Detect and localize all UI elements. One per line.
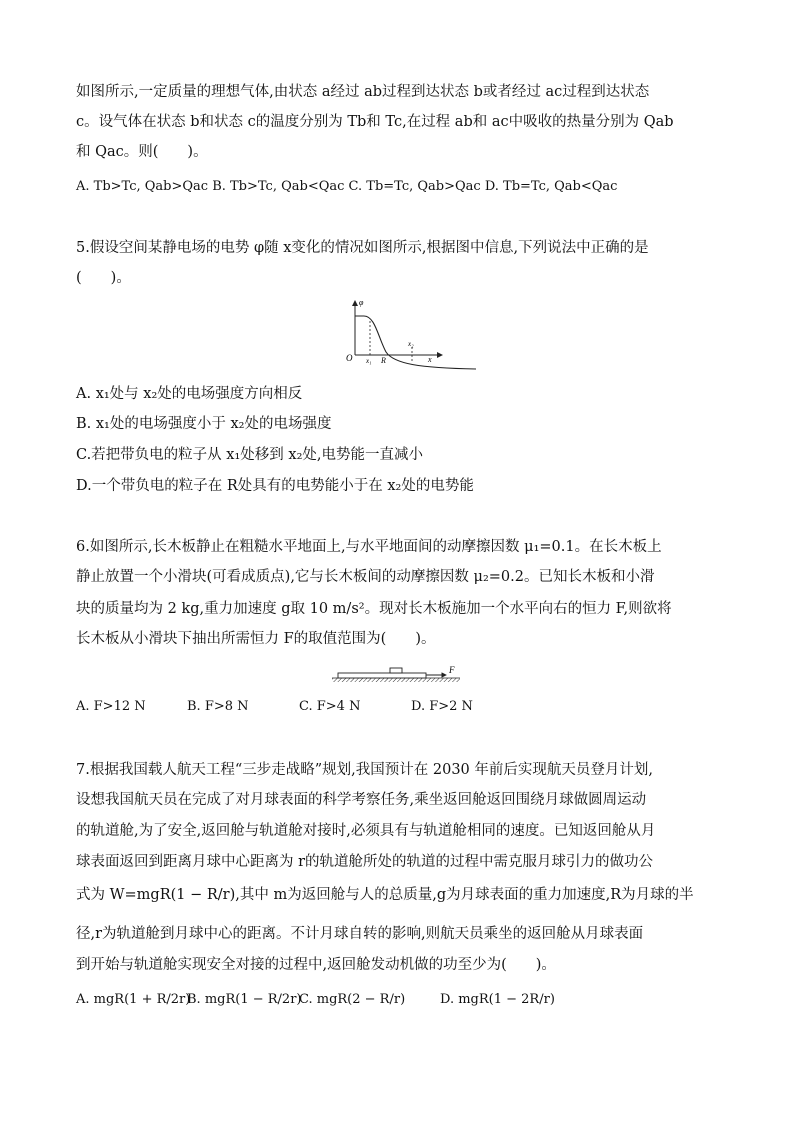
- q6-line-3: 块的质量均为 2 kg,重力加速度 g取 10 m/s²。现对长木板施加一个水平向右的恒力 F,则欲将: [76, 601, 672, 617]
- q5-option-d: D.一个带负电的粒子在 R处具有的电势能小于在 x₂处的电势能: [76, 478, 474, 494]
- q7-line-6: 径,r为轨道舱到月球中心的距离。不计月球自转的影响,则航天员乘坐的返回舱从月球表面: [76, 926, 644, 942]
- potential-graph: [342, 297, 482, 377]
- q7-option-a: A. mgR(1 + R/2r): [76, 992, 191, 1007]
- q5-option-b: B. x₁处的电场强度小于 x₂处的电场强度: [76, 416, 332, 432]
- q7-line-1: 7.根据我国载人航天工程“三步走战略”规划,我国预计在 2030 年前后实现航天员登月计划,: [76, 762, 653, 778]
- q5-option-c: C.若把带负电的粒子从 x₁处移到 x₂处,电势能一直减小: [76, 447, 423, 463]
- q7-option-c: C. mgR(2 − R/r): [299, 992, 406, 1007]
- ground: [332, 678, 460, 682]
- q7-line-5: 式为 W=mgR(1 − R/r),其中 m为返回舱与人的总质量,g为月球表面的重力加速度,R为月球的半: [76, 887, 694, 903]
- q4-line-2: c。设气体在状态 b和状态 c的温度分别为 Tb和 Tc,在过程 ab和 ac中吸收的热量分别为 Qab: [76, 114, 674, 130]
- force-label: F: [449, 665, 455, 675]
- origin-label: O: [346, 353, 353, 363]
- q5-line-1: 5.假设空间某静电场的电势 φ随 x变化的情况如图所示,根据图中信息,下列说法中正确的是: [76, 240, 649, 256]
- potential-curve: [355, 316, 476, 369]
- q7-option-b: B. mgR(1 − R/2r): [187, 992, 302, 1007]
- q6-line-1: 6.如图所示,长木板静止在粗糙水平地面上,与水平地面间的动摩擦因数 μ₁=0.1。在长木板上: [76, 539, 662, 555]
- x-axis-label: x: [428, 355, 432, 364]
- x2-label: x₂: [408, 340, 414, 348]
- long-board: [338, 673, 426, 678]
- q6-option-a: A. F>12 N: [76, 699, 146, 714]
- q6-option-d: D. F>2 N: [411, 699, 473, 714]
- x1-label: x₁: [366, 357, 372, 365]
- q7-line-2: 设想我国航天员在完成了对月球表面的科学考察任务,乘坐返回舱返回围绕月球做圆周运动: [76, 792, 647, 808]
- r-label: R: [381, 356, 386, 365]
- q4-line-1: 如图所示,一定质量的理想气体,由状态 a经过 ab过程到达状态 b或者经过 ac过程到达状态: [76, 84, 650, 100]
- q4-line-3: 和 Qac。则( )。: [76, 144, 208, 160]
- q7-option-d: D. mgR(1 − 2R/r): [440, 992, 555, 1007]
- q7-line-4: 球表面返回到距离月球中心距离为 r的轨道舱所处的轨道的过程中需克服月球引力的做功公: [76, 854, 654, 870]
- q4-options: A. Tb>Tc, Qab>Qac B. Tb>Tc, Qab<Qac C. Tb=Tc, Qab>Qac D. Tb=Tc, Qab<Qac: [76, 179, 618, 194]
- q6-option-b: B. F>8 N: [187, 699, 249, 714]
- board-block-figure: [332, 662, 462, 684]
- q7-line-3: 的轨道舱,为了安全,返回舱与轨道舱对接时,必须具有与轨道舱相同的速度。已知返回舱从月: [76, 823, 656, 839]
- q5-option-a: A. x₁处与 x₂处的电场强度方向相反: [76, 386, 303, 402]
- q6-line-2: 静止放置一个小滑块(可看成质点),它与长木板间的动摩擦因数 μ₂=0.2。已知长木板和小滑: [76, 569, 655, 585]
- y-axis-label: φ: [359, 298, 364, 307]
- q6-option-c: C. F>4 N: [299, 699, 361, 714]
- q6-line-4: 长木板从小滑块下抽出所需恒力 F的取值范围为( )。: [76, 631, 436, 647]
- q7-line-7: 到开始与轨道舱实现安全对接的过程中,返回舱发动机做的功至少为( )。: [76, 957, 556, 973]
- q5-line-2: ( )。: [76, 270, 131, 286]
- small-block: [390, 668, 402, 673]
